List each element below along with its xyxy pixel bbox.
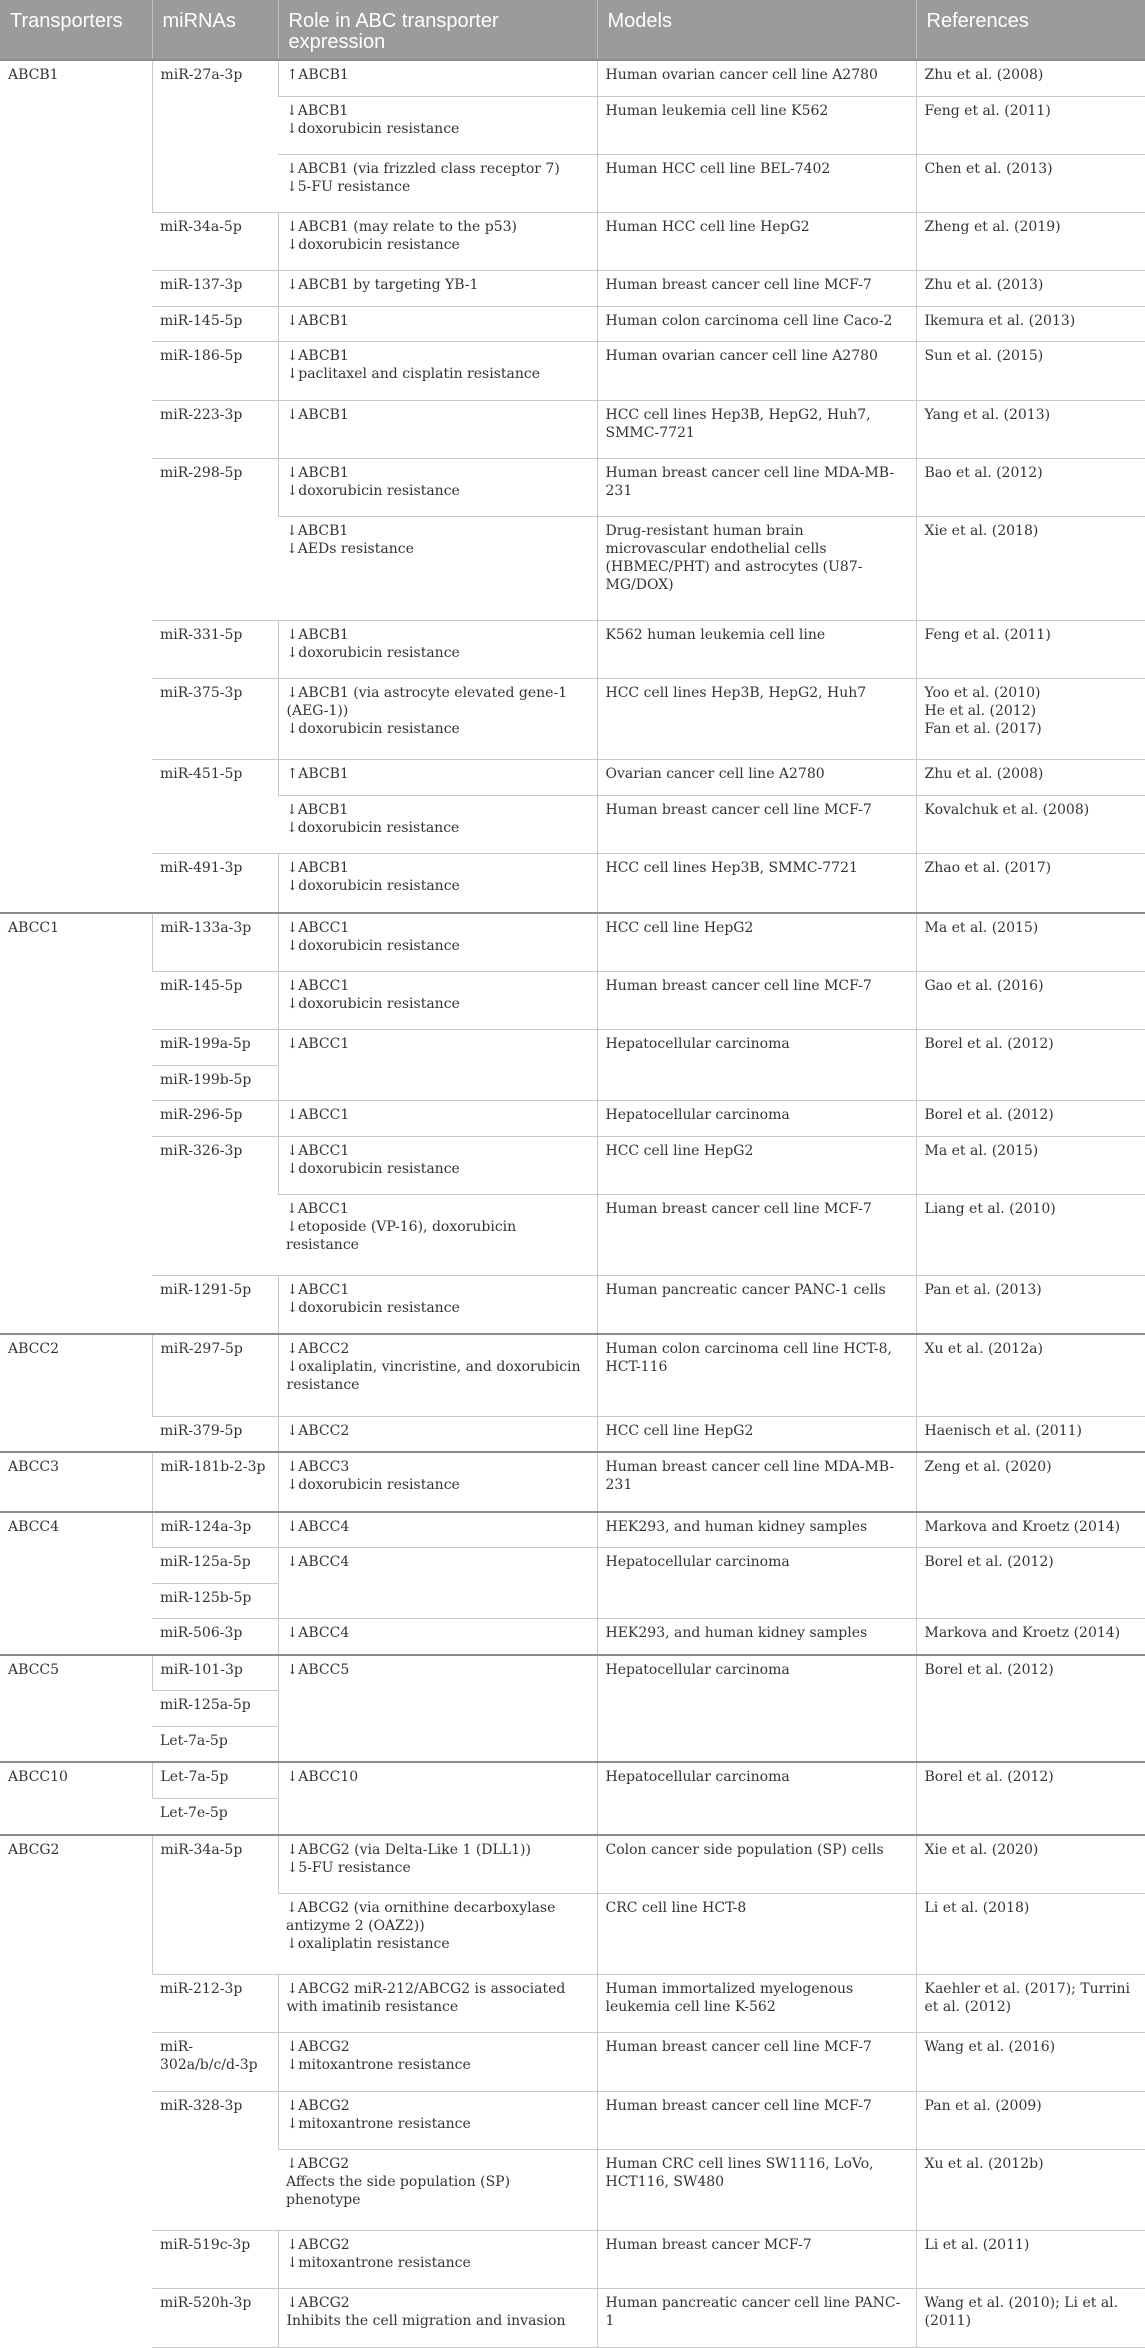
model-cell: CRC cell line HCT-8 xyxy=(597,1894,916,1975)
table-row xyxy=(0,621,1145,679)
reference-cell: Gao et al. (2016) xyxy=(916,971,1145,1029)
role-cell: ↓ABCC1 ↓doxorubicin resistance xyxy=(278,1275,597,1334)
mirna-cell: miR-199a-5p xyxy=(152,1030,278,1065)
role-cell: ↓ABCC1 ↓doxorubicin resistance xyxy=(278,971,597,1029)
reference-cell: Borel et al. (2012) xyxy=(916,1548,1145,1619)
table-row xyxy=(0,1975,1145,2033)
model-cell: Human breast cancer cell line MCF-7 xyxy=(597,271,916,306)
model-cell: K562 human leukemia cell line xyxy=(597,621,916,679)
table-row xyxy=(0,1136,1145,1194)
role-cell: ↓ABCB1 ↓paclitaxel and cisplatin resistance xyxy=(278,342,597,400)
model-cell: Human breast cancer cell line MCF-7 xyxy=(597,971,916,1029)
reference-cell: Sun et al. (2015) xyxy=(916,342,1145,400)
mirna-cell: miR-133a-3p xyxy=(152,913,278,972)
reference-cell: Pan et al. (2013) xyxy=(916,1275,1145,1334)
mirna-cell: Let-7a-5p xyxy=(152,1762,278,1798)
model-cell: Human breast cancer cell line MCF-7 xyxy=(597,795,916,853)
mirna-cell: miR-519c-3p xyxy=(152,2231,278,2289)
transporter-cell: ABCC10 xyxy=(0,1762,152,1834)
mirna-cell: miR-1291-5p xyxy=(152,1275,278,1334)
table-row xyxy=(0,2289,1145,2348)
reference-cell: Xie et al. (2020) xyxy=(916,1835,1145,1894)
role-cell: ↓ABCC2 xyxy=(278,1416,597,1452)
mirna-cell: miR-145-5p xyxy=(152,971,278,1029)
mirna-cell: Let-7e-5p xyxy=(152,1799,278,1835)
mirna-cell: miR-491-3p xyxy=(152,854,278,913)
table-row xyxy=(0,2033,1145,2091)
role-cell: ↓ABCC4 xyxy=(278,1548,597,1619)
table-row xyxy=(0,2231,1145,2289)
role-cell: ↓ABCG2 ↓mitoxantrone resistance xyxy=(278,2231,597,2289)
model-cell: HCC cell line HepG2 xyxy=(597,913,916,972)
mirna-cell: miR-375-3p xyxy=(152,679,278,760)
reference-cell: Zeng et al. (2020) xyxy=(916,1452,1145,1512)
model-cell: HEK293, and human kidney samples xyxy=(597,1619,916,1655)
role-cell: ↓ABCG2 (via ornithine decarboxylase antizyme 2 (OAZ2)) ↓oxaliplatin resistance xyxy=(278,1894,597,1975)
reference-cell: Borel et al. (2012) xyxy=(916,1030,1145,1101)
table-row xyxy=(0,271,1145,306)
role-cell: ↓ABCG2 Inhibits the cell migration and invasion xyxy=(278,2289,597,2348)
model-cell: HEK293, and human kidney samples xyxy=(597,1512,916,1548)
role-cell: ↓ABCC3 ↓doxorubicin resistance xyxy=(278,1452,597,1512)
mirna-cell: miR-124a-3p xyxy=(152,1512,278,1548)
table-row xyxy=(0,1030,1145,1065)
reference-cell: Markova and Kroetz (2014) xyxy=(916,1619,1145,1655)
role-cell: ↑ABCB1 xyxy=(278,760,597,795)
role-cell: ↓ABCB1 ↓doxorubicin resistance xyxy=(278,795,597,853)
role-cell: ↓ABCC1 ↓etoposide (VP-16), doxorubicin resistance xyxy=(278,1194,597,1275)
reference-cell: Li et al. (2011) xyxy=(916,2231,1145,2289)
model-cell: Human leukemia cell line K562 xyxy=(597,96,916,154)
header-transporters: Transporters xyxy=(0,0,152,60)
reference-cell: Zhao et al. (2017) xyxy=(916,854,1145,913)
model-cell: Human immortalized myelogenous leukemia cell line K-562 xyxy=(597,1975,916,2033)
model-cell: Human colon carcinoma cell line Caco-2 xyxy=(597,306,916,341)
transporter-cell: ABCC5 xyxy=(0,1655,152,1763)
role-cell: ↓ABCC4 xyxy=(278,1512,597,1548)
model-cell: Human breast cancer cell line MDA-MB-231 xyxy=(597,1452,916,1512)
role-cell: ↓ABCB1 ↓doxorubicin resistance xyxy=(278,854,597,913)
mirna-cell: miR-181b-2-3p xyxy=(152,1452,278,1512)
model-cell: Human pancreatic cancer PANC-1 cells xyxy=(597,1275,916,1334)
reference-cell: Xu et al. (2012a) xyxy=(916,1334,1145,1416)
mirna-cell: miR-137-3p xyxy=(152,271,278,306)
model-cell: Human HCC cell line HepG2 xyxy=(597,213,916,271)
header-mirnas: miRNAs xyxy=(152,0,278,60)
mirna-cell: miR-34a-5p xyxy=(152,213,278,271)
mirna-cell: Let-7a-5p xyxy=(152,1726,278,1762)
mirna-cell: miR-125a-5p xyxy=(152,1691,278,1726)
reference-cell: Zhu et al. (2008) xyxy=(916,760,1145,795)
model-cell: Human CRC cell lines SW1116, LoVo, HCT116, SW480 xyxy=(597,2149,916,2230)
mirna-cell: miR-101-3p xyxy=(152,1655,278,1691)
table-row xyxy=(0,213,1145,271)
table-row xyxy=(0,1762,1145,1798)
table-row xyxy=(0,1835,1145,1894)
role-cell: ↓ABCC1 xyxy=(278,1101,597,1136)
model-cell: HCC cell lines Hep3B, SMMC-7721 xyxy=(597,854,916,913)
model-cell: Colon cancer side population (SP) cells xyxy=(597,1835,916,1894)
table-row xyxy=(0,2091,1145,2149)
table-row xyxy=(0,760,1145,795)
table-row xyxy=(0,971,1145,1029)
model-cell: Human pancreatic cancer cell line PANC-1 xyxy=(597,2289,916,2348)
role-cell: ↓ABCC1 xyxy=(278,1030,597,1101)
reference-cell: Haenisch et al. (2011) xyxy=(916,1416,1145,1452)
reference-cell: Bao et al. (2012) xyxy=(916,458,1145,516)
model-cell: HCC cell line HepG2 xyxy=(597,1136,916,1194)
reference-cell: Wang et al. (2010); Li et al. (2011) xyxy=(916,2289,1145,2348)
table-row xyxy=(0,1619,1145,1655)
model-cell: Hepatocellular carcinoma xyxy=(597,1548,916,1619)
transporter-cell: ABCC3 xyxy=(0,1452,152,1512)
reference-cell: Pan et al. (2009) xyxy=(916,2091,1145,2149)
reference-cell: Borel et al. (2012) xyxy=(916,1655,1145,1763)
model-cell: Human breast cancer cell line MCF-7 xyxy=(597,1194,916,1275)
header-row xyxy=(0,0,1145,60)
reference-cell: Feng et al. (2011) xyxy=(916,96,1145,154)
model-cell: Drug-resistant human brain microvascular endothelial cells (HBMEC/PHT) and astrocytes (U87-MG/DOX) xyxy=(597,517,916,621)
role-cell: ↓ABCB1 xyxy=(278,306,597,341)
reference-cell: Markova and Kroetz (2014) xyxy=(916,1512,1145,1548)
table-row xyxy=(0,1512,1145,1548)
mirna-cell: miR-328-3p xyxy=(152,2091,278,2230)
role-cell: ↓ABCG2 Affects the side population (SP) phenotype xyxy=(278,2149,597,2230)
reference-cell: Zhu et al. (2008) xyxy=(916,60,1145,96)
model-cell: HCC cell lines Hep3B, HepG2, Huh7 xyxy=(597,679,916,760)
role-cell: ↓ABCB1 ↓doxorubicin resistance xyxy=(278,458,597,516)
model-cell: Human breast cancer cell line MCF-7 xyxy=(597,2091,916,2149)
mirna-cell: miR-212-3p xyxy=(152,1975,278,2033)
mirna-cell: miR-298-5p xyxy=(152,458,278,620)
role-cell: ↓ABCG2 ↓mitoxantrone resistance xyxy=(278,2091,597,2149)
header-models: Models xyxy=(597,0,916,60)
role-cell: ↓ABCG2 ↓mitoxantrone resistance xyxy=(278,2033,597,2091)
role-cell: ↓ABCB1 ↓doxorubicin resistance xyxy=(278,96,597,154)
role-cell: ↓ABCB1 xyxy=(278,400,597,458)
role-cell: ↑ABCB1 xyxy=(278,60,597,96)
reference-cell: Wang et al. (2016) xyxy=(916,2033,1145,2091)
table-row xyxy=(0,1416,1145,1452)
role-cell: ↓ABCB1 ↓doxorubicin resistance xyxy=(278,621,597,679)
header-references: References xyxy=(916,0,1145,60)
table-row xyxy=(0,1334,1145,1416)
role-cell: ↓ABCC1 ↓doxorubicin resistance xyxy=(278,913,597,972)
reference-cell: Li et al. (2018) xyxy=(916,1894,1145,1975)
table-row xyxy=(0,60,1145,96)
mirna-cell: miR-34a-5p xyxy=(152,1835,278,1975)
mirna-cell: miR-379-5p xyxy=(152,1416,278,1452)
model-cell: Hepatocellular carcinoma xyxy=(597,1030,916,1101)
role-cell: ↓ABCC4 xyxy=(278,1619,597,1655)
model-cell: Human breast cancer cell line MCF-7 xyxy=(597,2033,916,2091)
mirna-cell: miR-331-5p xyxy=(152,621,278,679)
transporter-cell: ABCG2 xyxy=(0,1835,152,2348)
table-row xyxy=(0,679,1145,760)
reference-cell: Kaehler et al. (2017); Turrini et al. (2012) xyxy=(916,1975,1145,2033)
table-row xyxy=(0,400,1145,458)
table-row xyxy=(0,1548,1145,1583)
role-cell: ↓ABCB1 by targeting YB-1 xyxy=(278,271,597,306)
mirna-cell: miR-186-5p xyxy=(152,342,278,400)
model-cell: Human breast cancer cell line MDA-MB-231 xyxy=(597,458,916,516)
reference-cell: Borel et al. (2012) xyxy=(916,1101,1145,1136)
role-cell: ↓ABCC1 ↓doxorubicin resistance xyxy=(278,1136,597,1194)
transporter-cell: ABCC4 xyxy=(0,1512,152,1655)
table-row xyxy=(0,854,1145,913)
model-cell: Ovarian cancer cell line A2780 xyxy=(597,760,916,795)
model-cell: Human HCC cell line BEL-7402 xyxy=(597,154,916,212)
mirna-cell: miR-145-5p xyxy=(152,306,278,341)
mirna-cell: miR-223-3p xyxy=(152,400,278,458)
reference-cell: Ikemura et al. (2013) xyxy=(916,306,1145,341)
model-cell: Hepatocellular carcinoma xyxy=(597,1101,916,1136)
model-cell: Hepatocellular carcinoma xyxy=(597,1655,916,1763)
reference-cell: Xie et al. (2018) xyxy=(916,517,1145,621)
reference-cell: Ma et al. (2015) xyxy=(916,913,1145,972)
role-cell: ↓ABCC5 xyxy=(278,1655,597,1763)
model-cell: Human breast cancer MCF-7 xyxy=(597,2231,916,2289)
role-cell: ↓ABCB1 ↓AEDs resistance xyxy=(278,517,597,621)
table-row xyxy=(0,1101,1145,1136)
model-cell: Human ovarian cancer cell line A2780 xyxy=(597,342,916,400)
mirna-cell: miR-125a-5p xyxy=(152,1548,278,1583)
transporter-cell: ABCC1 xyxy=(0,913,152,1335)
reference-cell: Feng et al. (2011) xyxy=(916,621,1145,679)
reference-cell: Kovalchuk et al. (2008) xyxy=(916,795,1145,853)
role-cell: ↓ABCB1 (may relate to the p53) ↓doxorubicin resistance xyxy=(278,213,597,271)
table-row xyxy=(0,913,1145,972)
table-row xyxy=(0,342,1145,400)
reference-cell: Yoo et al. (2010) He et al. (2012) Fan et al. (2017) xyxy=(916,679,1145,760)
header-role: Role in ABC transporter expression xyxy=(278,0,597,60)
model-cell: HCC cell line HepG2 xyxy=(597,1416,916,1452)
mirna-cell: miR-506-3p xyxy=(152,1619,278,1655)
reference-cell: Xu et al. (2012b) xyxy=(916,2149,1145,2230)
role-cell: ↓ABCC10 xyxy=(278,1762,597,1834)
model-cell: Human ovarian cancer cell line A2780 xyxy=(597,60,916,96)
mirna-cell: miR-302a/b/c/d-3p xyxy=(152,2033,278,2091)
table-row xyxy=(0,1452,1145,1512)
role-cell: ↓ABCB1 (via astrocyte elevated gene-1 (AEG-1)) ↓doxorubicin resistance xyxy=(278,679,597,760)
table-row xyxy=(0,306,1145,341)
reference-cell: Yang et al. (2013) xyxy=(916,400,1145,458)
reference-cell: Zhu et al. (2013) xyxy=(916,271,1145,306)
transporter-cell: ABCC2 xyxy=(0,1334,152,1452)
role-cell: ↓ABCG2 (via Delta-Like 1 (DLL1)) ↓5-FU resistance xyxy=(278,1835,597,1894)
table-row xyxy=(0,1655,1145,1691)
mirna-cell: miR-199b-5p xyxy=(152,1065,278,1100)
mirna-cell: miR-27a-3p xyxy=(152,60,278,213)
mirna-cell: miR-451-5p xyxy=(152,760,278,854)
reference-cell: Borel et al. (2012) xyxy=(916,1762,1145,1834)
mirna-cell: miR-520h-3p xyxy=(152,2289,278,2348)
table-body xyxy=(0,60,1145,2348)
reference-cell: Liang et al. (2010) xyxy=(916,1194,1145,1275)
reference-cell: Zheng et al. (2019) xyxy=(916,213,1145,271)
mirna-cell: miR-125b-5p xyxy=(152,1583,278,1618)
role-cell: ↓ABCC2 ↓oxaliplatin, vincristine, and doxorubicin resistance xyxy=(278,1334,597,1416)
mirna-cell: miR-326-3p xyxy=(152,1136,278,1275)
model-cell: Hepatocellular carcinoma xyxy=(597,1762,916,1834)
reference-cell: Chen et al. (2013) xyxy=(916,154,1145,212)
mirna-cell: miR-297-5p xyxy=(152,1334,278,1416)
role-cell: ↓ABCG2 miR-212/ABCG2 is associated with imatinib resistance xyxy=(278,1975,597,2033)
mirna-cell: miR-296-5p xyxy=(152,1101,278,1136)
transporter-cell: ABCB1 xyxy=(0,60,152,913)
role-cell: ↓ABCB1 (via frizzled class receptor 7) ↓5-FU resistance xyxy=(278,154,597,212)
model-cell: Human colon carcinoma cell line HCT-8, HCT-116 xyxy=(597,1334,916,1416)
model-cell: HCC cell lines Hep3B, HepG2, Huh7, SMMC-7721 xyxy=(597,400,916,458)
table-row xyxy=(0,1275,1145,1334)
reference-cell: Ma et al. (2015) xyxy=(916,1136,1145,1194)
table-row xyxy=(0,458,1145,516)
